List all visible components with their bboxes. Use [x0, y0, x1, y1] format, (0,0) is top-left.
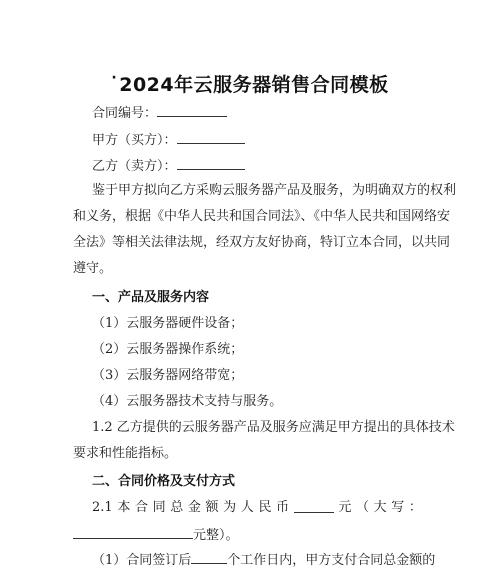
section-1-title: 一、产品及服务内容	[92, 290, 210, 305]
preamble-line-4: 遵守。	[73, 261, 113, 276]
clause-1-2-line-2: 要求和性能指标。	[73, 446, 178, 461]
clause-2-1-char: 为	[223, 500, 237, 515]
party-b-label: 乙方（卖方）：	[92, 159, 177, 174]
clause-2-1-char: 大	[373, 500, 387, 515]
title-mark: ·	[111, 70, 118, 86]
clause-2-1-char: 总	[170, 500, 184, 515]
amount-blank	[294, 500, 334, 513]
clause-2-1-char: 同	[152, 500, 166, 515]
clause-2-1-unit: 元	[338, 500, 352, 515]
contract-number-line	[92, 104, 227, 122]
title-text: 2024年云服务器销售合同模板	[119, 74, 389, 96]
party-a-line	[92, 131, 245, 149]
section-1-item-4: （4）云服务器技术支持与服务。	[92, 394, 283, 409]
item-1-text-b: 个工作日内，甲方支付合同总金额的	[227, 553, 436, 568]
clause-2-1-end: 元整）。	[193, 528, 239, 543]
document-title	[0, 70, 500, 97]
amount-in-words-blank	[73, 526, 193, 539]
workdays-blank	[191, 551, 227, 564]
clause-2-1-colon: ：	[408, 500, 422, 515]
section-1-item-2: （2）云服务器操作系统；	[92, 342, 244, 357]
section-2-title: 二、合同价格及支付方式	[92, 474, 236, 489]
party-a-blank	[177, 131, 245, 144]
clause-2-1-char: 人	[240, 500, 254, 515]
contract-number-blank	[157, 104, 227, 117]
party-b-blank	[177, 157, 245, 170]
party-b-line	[92, 157, 245, 175]
preamble-line-3: 全法》等相关法律法规，经双方友好协商，特订立本合同，以共同	[73, 235, 451, 250]
section-1-item-3: （3）云服务器网络带宽；	[92, 368, 244, 383]
clause-2-1-char: 写	[391, 500, 405, 515]
item-1-text-a: （1）合同签订后	[92, 553, 192, 568]
clause-2-1-char: 民	[258, 500, 272, 515]
clause-2-1-char: 合	[134, 500, 148, 515]
preamble-line-2: 和义务，根据《中华人民共和国合同法》、《中华人民共和国网络安	[73, 209, 451, 224]
party-a-label: 甲方（买方）：	[92, 133, 177, 148]
clause-2-1-char: 本	[117, 500, 131, 515]
clause-2-1-char: 币	[276, 500, 290, 515]
clause-2-1-line-2	[73, 526, 239, 544]
clause-1-2-line-1: 1.2 乙方提供的云服务器产品及服务应满足甲方提出的具体技术	[92, 420, 455, 435]
clause-2-1-line-1	[92, 500, 422, 516]
preamble-line-1: 鉴于甲方拟向乙方采购云服务器产品及服务，为明确双方的权利	[92, 183, 457, 198]
clause-2-1-char: 额	[205, 500, 219, 515]
clause-2-1-paren: （	[355, 500, 369, 515]
contract-number-label: 合同编号：	[92, 106, 158, 121]
clause-2-1-item-1	[92, 551, 435, 569]
section-1-item-1: （1）云服务器硬件设备；	[92, 316, 244, 331]
clause-2-1-number: 2.1	[92, 500, 113, 515]
clause-2-1-char: 金	[187, 500, 201, 515]
